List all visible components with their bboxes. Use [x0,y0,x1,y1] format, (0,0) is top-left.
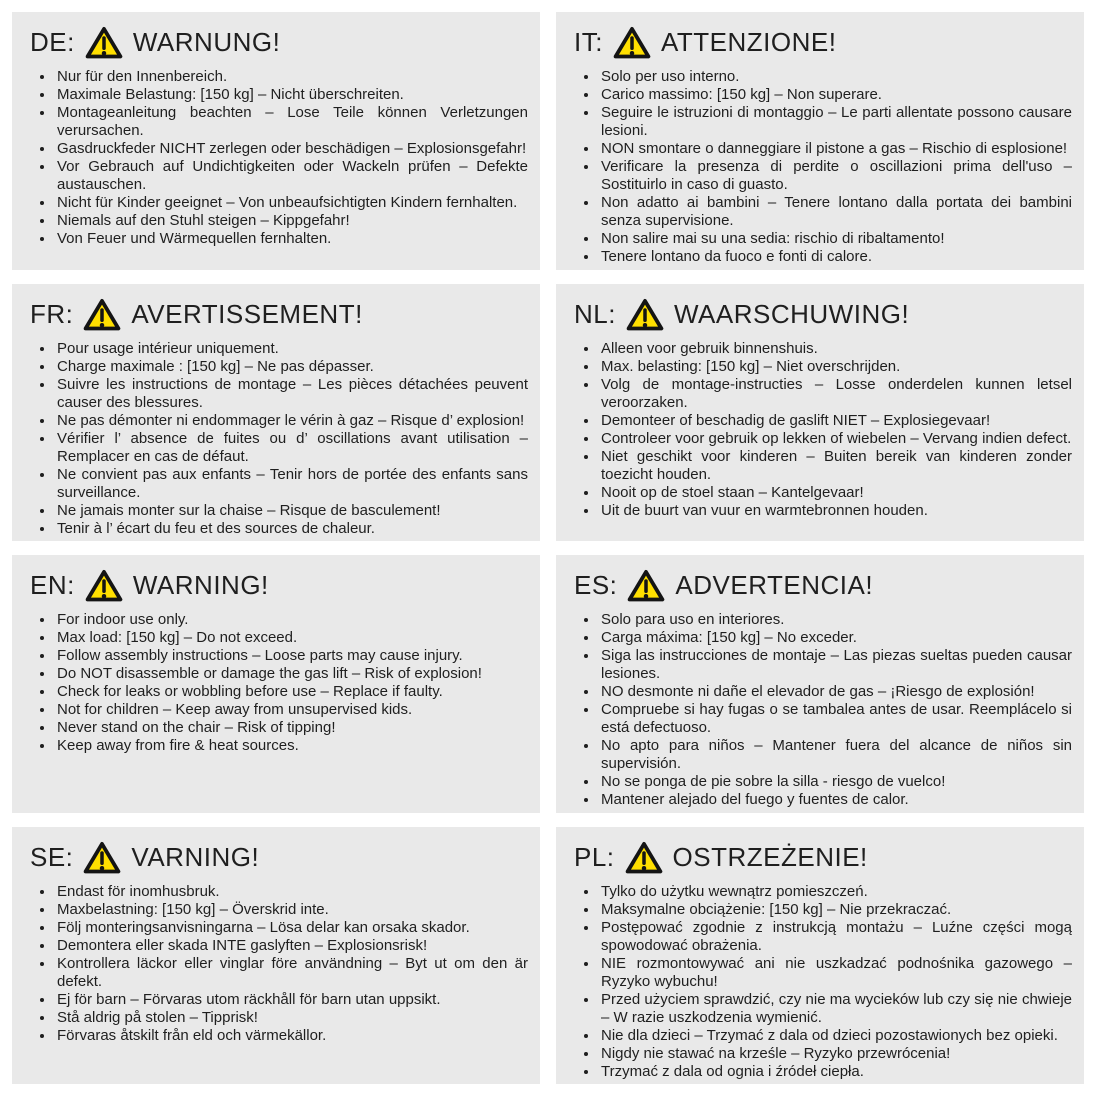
warning-triangle-icon [613,26,651,60]
warning-triangle-icon [83,841,121,875]
panel-header [574,841,1072,875]
warning-bullet: • Check for leaks or wobbling before use – Replace if faulty. [55,683,528,701]
warning-panel-es [556,555,1084,813]
warning-list [574,68,1072,266]
warning-panel-en [12,555,540,813]
panel-header [30,569,528,603]
warning-bullet: • Följ monteringsanvisningarna – Lösa delar kan orsaka skador. [55,919,528,937]
language-code: EN: [30,570,75,601]
warning-bullet: • Niemals auf den Stuhl steigen – Kippgefahr! [55,212,528,230]
warning-bullet: • Förvaras åtskilt från eld och värmekällor. [55,1027,528,1045]
warning-bullet: • Compruebe si hay fugas o se tambalea antes de usar. Reemplácelo si está defectuoso. [599,701,1072,737]
warning-list [30,883,528,1045]
warning-bullet: • Nie dla dzieci – Trzymać z dala od dzieci pozostawionych bez opieki. [599,1027,1072,1045]
warning-bullet: • Max. belasting: [150 kg] – Niet overschrijden. [599,358,1072,376]
warning-panel-de [12,12,540,270]
warning-bullet: • NIE rozmontowywać ani nie uszkadzać podnośnika gazowego – Ryzyko wybuchu! [599,955,1072,991]
warning-bullet: • Tylko do użytku wewnątrz pomieszczeń. [599,883,1072,901]
panel-header [30,26,528,60]
warning-bullet: • Tenere lontano da fuoco e fonti di calore. [599,248,1072,266]
warning-bullet: • Trzymać z dala od ognia i źródeł ciepła. [599,1063,1072,1081]
warning-bullet: • Not for children – Keep away from unsupervised kids. [55,701,528,719]
warning-bullet: • Uit de buurt van vuur en warmtebronnen houden. [599,502,1072,520]
warning-bullet: • Solo per uso interno. [599,68,1072,86]
warning-triangle-icon [85,26,123,60]
warning-bullet: • Carga máxima: [150 kg] – No exceder. [599,629,1072,647]
warning-bullet: • Charge maximale : [150 kg] – Ne pas dépasser. [55,358,528,376]
panel-header [574,298,1072,332]
warning-triangle-icon [627,569,665,603]
warning-title: AVERTISSEMENT! [131,298,363,329]
warning-title: ADVERTENCIA! [675,570,874,601]
warning-bullet: • Nicht für Kinder geeignet – Von unbeaufsichtigten Kindern fernhalten. [55,194,528,212]
warning-list [574,611,1072,809]
panel-header [574,26,1072,60]
warning-bullet: • Demontera eller skada INTE gaslyften – Explosionsrisk! [55,937,528,955]
warning-bullet: • Follow assembly instructions – Loose parts may cause injury. [55,647,528,665]
warning-triangle-icon [625,841,663,875]
warning-bullet: • Controleer voor gebruik op lekken of wiebelen – Vervang indien defect. [599,430,1072,448]
warning-bullet: • Niet geschikt voor kinderen – Buiten bereik van kinderen zonder toezicht houden. [599,448,1072,484]
warning-bullet: • Verificare la presenza di perdite o oscillazioni prima dell'uso – Sostituirlo in caso di guasto. [599,158,1072,194]
warning-bullet: • Maksymalne obciążenie: [150 kg] – Nie przekraczać. [599,901,1072,919]
warning-panel-it [556,12,1084,270]
warning-bullet: • Non salire mai su una sedia: rischio di ribaltamento! [599,230,1072,248]
warning-bullet: • Von Feuer und Wärmequellen fernhalten. [55,230,528,248]
warning-bullet: • No se ponga de pie sobre la silla - riesgo de vuelco! [599,773,1072,791]
warning-bullet: • Ej för barn – Förvaras utom räckhåll för barn utan uppsikt. [55,991,528,1009]
warning-bullet: • Keep away from fire & heat sources. [55,737,528,755]
warning-bullet: • Demonteer of beschadig de gaslift NIET – Explosiegevaar! [599,412,1072,430]
warning-title: WAARSCHUWING! [673,298,910,329]
warning-bullet: • Seguire le istruzioni di montaggio – Le parti allentate possono causare lesioni. [599,104,1072,140]
warning-bullet: • Ne convient pas aux enfants – Tenir hors de portée des enfants sans surveillance. [55,466,528,502]
warning-title: OSTRZEŻENIE! [672,841,868,872]
warning-bullet: • Mantener alejado del fuego y fuentes de calor. [599,791,1072,809]
warning-bullet: • Maximale Belastung: [150 kg] – Nicht überschreiten. [55,86,528,104]
warning-bullet: • Max load: [150 kg] – Do not exceed. [55,629,528,647]
warning-panel-pl [556,827,1084,1085]
warning-list [30,611,528,755]
warning-list [574,340,1072,520]
warning-bullet: • Non adatto ai bambini – Tenere lontano dalla portata dei bambini senza supervisione. [599,194,1072,230]
warning-bullet: • Nigdy nie stawać na krześle – Ryzyko przewrócenia! [599,1045,1072,1063]
warning-bullet: • Volg de montage-instructies – Losse onderdelen kunnen letsel veroorzaken. [599,376,1072,412]
warning-triangle-icon [626,298,664,332]
warning-bullet: • Solo para uso en interiores. [599,611,1072,629]
warning-panel-fr [12,284,540,542]
warning-bullet: • Kontrollera läckor eller vinglar före användning – Byt ut om den är defekt. [55,955,528,991]
warning-bullet: • Endast för inomhusbruk. [55,883,528,901]
warning-title: WARNING! [132,570,269,601]
warning-bullet: • Postępować zgodnie z instrukcją montażu – Luźne części mogą spowodować obrażenia. [599,919,1072,955]
language-code: ES: [574,570,618,601]
warning-list [30,68,528,248]
warning-bullet: • Montageanleitung beachten – Lose Teile können Verletzungen verursachen. [55,104,528,140]
language-code: PL: [574,841,615,872]
warning-bullet: • Vor Gebrauch auf Undichtigkeiten oder Wackeln prüfen – Defekte austauschen. [55,158,528,194]
warning-bullet: • Tenir à l’ écart du feu et des sources de chaleur. [55,520,528,538]
warning-title: ATTENZIONE! [660,27,837,58]
warning-bullet: • For indoor use only. [55,611,528,629]
warning-title: WARNUNG! [132,27,281,58]
warning-bullet: • Stå aldrig på stolen – Tipprisk! [55,1009,528,1027]
warning-bullet: • Maxbelastning: [150 kg] – Överskrid inte. [55,901,528,919]
warning-bullet: • NON smontare o danneggiare il pistone a gas – Rischio di esplosione! [599,140,1072,158]
warning-bullet: • Do NOT disassemble or damage the gas lift – Risk of explosion! [55,665,528,683]
warning-panel-se [12,827,540,1085]
language-code: NL: [574,298,616,329]
language-code: FR: [30,298,74,329]
panel-header [30,841,528,875]
warning-bullet: • NO desmonte ni dañe el elevador de gas – ¡Riesgo de explosión! [599,683,1072,701]
warning-bullet: • Ne pas démonter ni endommager le vérin à gaz – Risque d’ explosion! [55,412,528,430]
language-code: IT: [574,27,603,58]
warning-panel-nl [556,284,1084,542]
language-code: DE: [30,27,75,58]
warning-list [574,883,1072,1081]
warning-triangle-icon [83,298,121,332]
warning-bullet: • Suivre les instructions de montage – Les pièces détachées peuvent causer des blessures. [55,376,528,412]
warning-triangle-icon [85,569,123,603]
warning-bullet: • Nur für den Innenbereich. [55,68,528,86]
panel-header [574,569,1072,603]
warning-bullet: • Gasdruckfeder NICHT zerlegen oder beschädigen – Explosionsgefahr! [55,140,528,158]
warning-bullet: • No apto para niños – Mantener fuera del alcance de niños sin supervisión. [599,737,1072,773]
warning-bullet: • Alleen voor gebruik binnenshuis. [599,340,1072,358]
warning-bullet: • Nooit op de stoel staan – Kantelgevaar! [599,484,1072,502]
warning-bullet: • Ne jamais monter sur la chaise – Risque de basculement! [55,502,528,520]
warning-title: VARNING! [131,841,260,872]
warning-bullet: • Vérifier l’ absence de fuites ou d’ oscillations avant utilisation – Remplacer en cas de défaut. [55,430,528,466]
warning-bullet: • Carico massimo: [150 kg] – Non superare. [599,86,1072,104]
language-code: SE: [30,841,74,872]
warning-list [30,340,528,538]
panel-header [30,298,528,332]
warning-bullet: • Siga las instrucciones de montaje – Las piezas sueltas pueden causar lesiones. [599,647,1072,683]
warning-bullet: • Przed użyciem sprawdzić, czy nie ma wycieków lub czy się nie chwieje – W razie uszkodzenia wymienić. [599,991,1072,1027]
warning-bullet: • Pour usage intérieur uniquement. [55,340,528,358]
warning-bullet: • Never stand on the chair – Risk of tipping! [55,719,528,737]
